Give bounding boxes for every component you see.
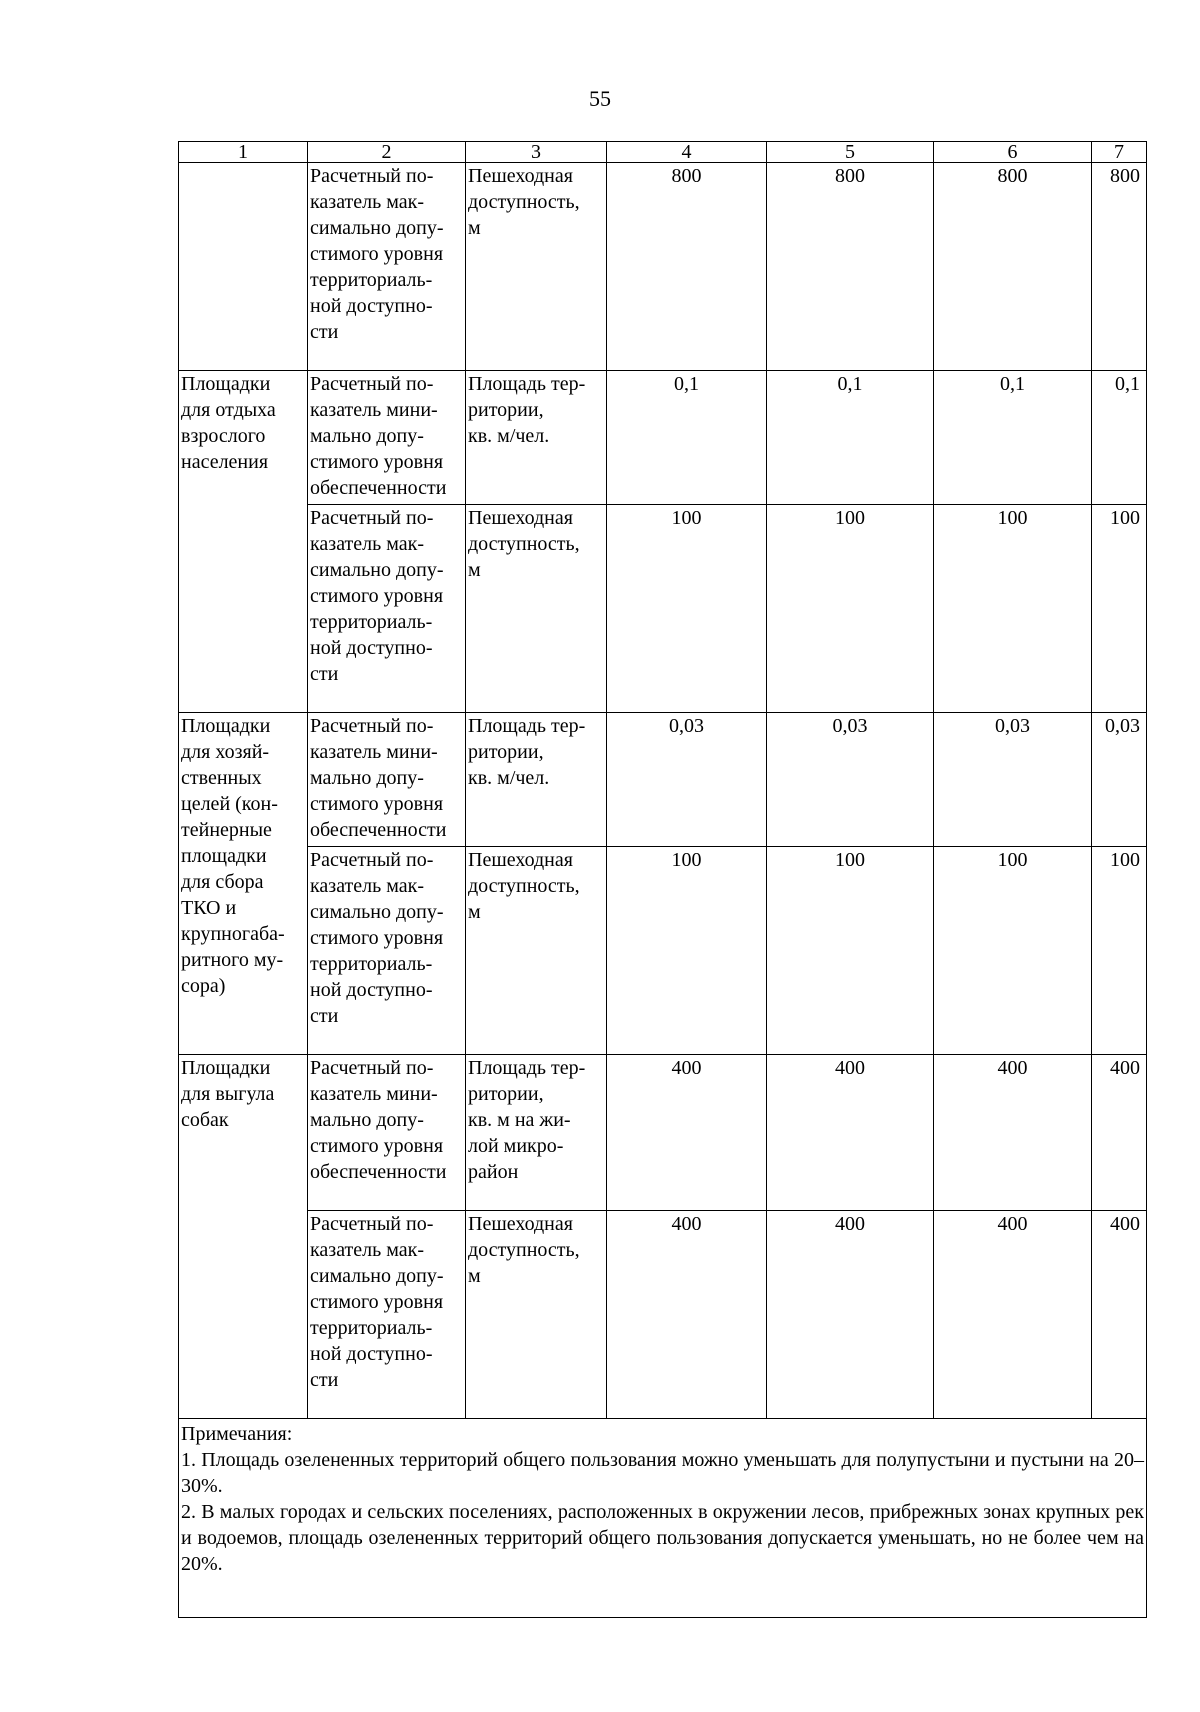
indicator-cell: Расчетный по- казатель мини- мально допу- стимого уровня обеспеченности — [308, 371, 466, 505]
table-row — [179, 371, 1147, 505]
value-cell-col4: 400 — [607, 1211, 767, 1419]
value-cell-col4: 0,03 — [607, 713, 767, 847]
unit-cell: Площадь тер- ритории, кв. м/чел. — [466, 713, 607, 847]
column-number: 6 — [934, 142, 1092, 163]
value-cell-col4: 400 — [607, 1055, 767, 1211]
page-number: 55 — [589, 86, 611, 111]
table-row — [179, 1211, 1147, 1419]
indicator-cell: Расчетный по- казатель мак- симально допу- стимого уровня территориаль- ной доступно- сти — [308, 847, 466, 1055]
value-cell-col5: 100 — [767, 847, 934, 1055]
indicator-cell: Расчетный по- казатель мак- симально допу- стимого уровня территориаль- ной доступно- сти — [308, 1211, 466, 1419]
standards-table — [178, 141, 1147, 1618]
unit-cell: Площадь тер- ритории, кв. м/чел. — [466, 371, 607, 505]
table-row — [179, 505, 1147, 713]
value-cell-col7: 0,1 — [1092, 371, 1147, 505]
value-cell-col5: 0,1 — [767, 371, 934, 505]
value-cell-col6: 100 — [934, 505, 1092, 713]
notes-cell — [179, 1419, 1147, 1618]
value-cell-col6: 800 — [934, 163, 1092, 371]
indicator-cell: Расчетный по- казатель мак- симально допу- стимого уровня территориаль- ной доступно- сти — [308, 505, 466, 713]
column-number: 3 — [466, 142, 607, 163]
indicator-cell: Расчетный по- казатель мини- мально допу- стимого уровня обеспеченности — [308, 713, 466, 847]
value-cell-col5: 400 — [767, 1055, 934, 1211]
indicator-cell: Расчетный по- казатель мак- симально допу- стимого уровня территориаль- ной доступно- сти — [308, 163, 466, 371]
value-cell-col5: 400 — [767, 1211, 934, 1419]
unit-cell: Пешеходная доступность, м — [466, 505, 607, 713]
value-cell-col5: 100 — [767, 505, 934, 713]
facility-name-cell: Площадки для хозяй- ственных целей (кон- тейнерные площадки для сбора ТКО и крупногаба- ритного му- сора) — [179, 713, 308, 1055]
table-row — [179, 847, 1147, 1055]
facility-name-cell — [179, 163, 308, 371]
value-cell-col5: 800 — [767, 163, 934, 371]
column-number: 5 — [767, 142, 934, 163]
value-cell-col7: 100 — [1092, 505, 1147, 713]
value-cell-col7: 400 — [1092, 1211, 1147, 1419]
column-number: 4 — [607, 142, 767, 163]
note-item: 1. Площадь озелененных территорий общего пользования можно уменьшать для полупустыни и пустыни на 20–30%. — [181, 1449, 1144, 1497]
value-cell-col7: 0,03 — [1092, 713, 1147, 847]
indicator-cell: Расчетный по- казатель мини- мально допу- стимого уровня обеспеченности — [308, 1055, 466, 1211]
value-cell-col6: 400 — [934, 1055, 1092, 1211]
value-cell-col6: 0,03 — [934, 713, 1092, 847]
notes-row — [179, 1419, 1147, 1618]
facility-name-cell: Площадки для отдыха взрослого населения — [179, 371, 308, 713]
value-cell-col6: 0,1 — [934, 371, 1092, 505]
table-row — [179, 1055, 1147, 1211]
unit-cell: Пешеходная доступность, м — [466, 1211, 607, 1419]
value-cell-col4: 800 — [607, 163, 767, 371]
value-cell-col7: 800 — [1092, 163, 1147, 371]
value-cell-col7: 400 — [1092, 1055, 1147, 1211]
table-row — [179, 163, 1147, 371]
facility-name-cell: Площадки для выгула собак — [179, 1055, 308, 1419]
column-number: 1 — [179, 142, 308, 163]
table-row — [179, 713, 1147, 847]
value-cell-col4: 0,1 — [607, 371, 767, 505]
column-number-row — [179, 142, 1147, 163]
notes-title: Примечания: — [181, 1423, 293, 1445]
column-number: 2 — [308, 142, 466, 163]
column-number: 7 — [1092, 142, 1147, 163]
value-cell-col6: 100 — [934, 847, 1092, 1055]
unit-cell: Площадь тер- ритории, кв. м на жи- лой микро- район — [466, 1055, 607, 1211]
unit-cell: Пешеходная доступность, м — [466, 163, 607, 371]
value-cell-col4: 100 — [607, 847, 767, 1055]
value-cell-col5: 0,03 — [767, 713, 934, 847]
value-cell-col4: 100 — [607, 505, 767, 713]
value-cell-col6: 400 — [934, 1211, 1092, 1419]
note-item: 2. В малых городах и сельских поселениях, расположенных в окружении лесов, прибрежных зонах крупных рек и водоемов, площадь озелененных территорий общего пользования допускается уменьшать, но не более чем на 20%. — [181, 1501, 1144, 1575]
value-cell-col7: 100 — [1092, 847, 1147, 1055]
unit-cell: Пешеходная доступность, м — [466, 847, 607, 1055]
